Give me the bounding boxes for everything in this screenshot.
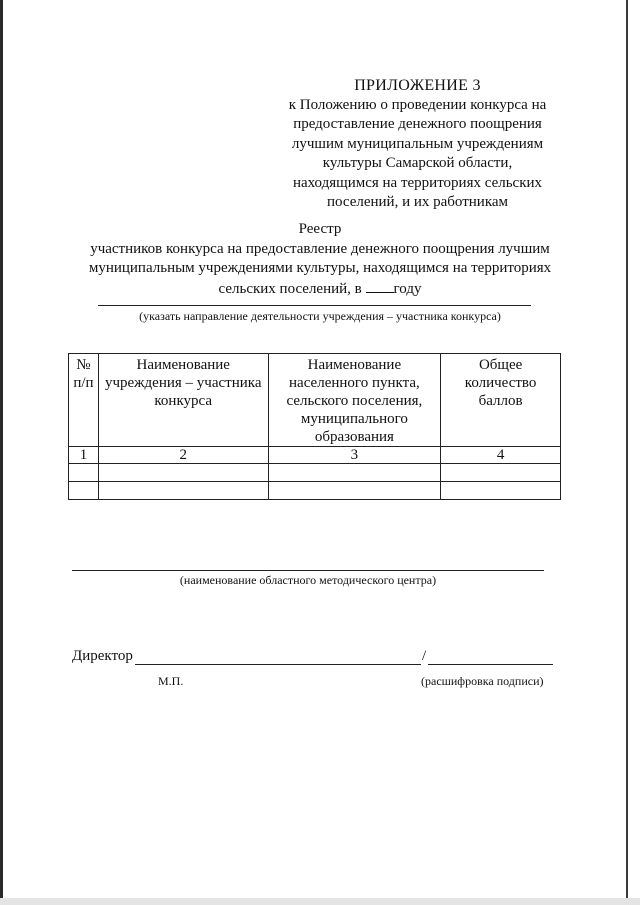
signature-line <box>135 664 421 665</box>
director-label: Директор <box>72 648 133 664</box>
table-header-row <box>69 354 561 447</box>
column-number-cell: 1 <box>69 447 99 464</box>
header-text: сельского поселения, <box>286 393 423 409</box>
direction-hint: (указать направление деятельности учреждения – участника конкурса) <box>139 309 501 323</box>
decoding-line <box>428 664 553 665</box>
decoding-hint: (расшифровка подписи) <box>421 674 544 688</box>
header-text: Наименование <box>136 357 230 373</box>
appendix-line: находящимся на территориях сельских <box>292 174 543 191</box>
column-number-cell: 4 <box>441 447 561 464</box>
register-line-3-start: сельских поселений, в <box>218 280 366 297</box>
header-text: муниципального <box>300 411 408 427</box>
register-heading <box>60 220 580 299</box>
register-line-3 <box>60 279 580 300</box>
appendix-line: лучшим муниципальным учреждениям <box>291 135 544 152</box>
header-text: количество <box>464 375 537 391</box>
table-cell <box>69 464 99 482</box>
header-text: населенного пункта, <box>289 375 420 391</box>
table-row <box>69 482 561 500</box>
page-edge-right <box>626 0 628 905</box>
stamp-label: М.П. <box>158 674 184 688</box>
register-line-3-end: году <box>393 280 422 297</box>
appendix-line: к Положению о проведении конкурса на <box>288 96 547 113</box>
column-number-row <box>69 447 561 464</box>
appendix-block <box>285 76 550 213</box>
register-title: Реестр <box>298 221 342 237</box>
header-cell-score <box>441 354 561 447</box>
page-edge-left <box>0 0 3 905</box>
header-text: баллов <box>478 393 523 409</box>
column-number-cell: 3 <box>268 447 441 464</box>
center-hint: (наименование областного методического центра) <box>179 573 437 587</box>
table-cell <box>268 464 441 482</box>
header-text: образования <box>314 429 394 445</box>
header-text: конкурса <box>154 393 213 409</box>
header-text: учреждения – участника <box>104 375 262 391</box>
appendix-line: предоставление денежного поощрения <box>293 116 542 132</box>
appendix-title: ПРИЛОЖЕНИЕ 3 <box>354 77 481 94</box>
direction-line <box>98 305 531 306</box>
header-text: п/п <box>73 375 94 391</box>
table-cell <box>98 482 268 500</box>
header-text: № <box>76 357 91 373</box>
column-number-cell: 2 <box>98 447 268 464</box>
register-line-1: участников конкурса на предоставление денежного поощрения лучшим <box>90 240 550 257</box>
table-cell <box>441 482 561 500</box>
signature-slash: / <box>422 648 427 664</box>
page-edge-bottom <box>0 898 640 905</box>
header-cell-institution <box>98 354 268 447</box>
center-name-line <box>72 570 544 571</box>
year-blank <box>366 279 394 293</box>
register-line-2: муниципальным учреждениями культуры, находящимся на территориях <box>88 260 552 276</box>
table-cell <box>268 482 441 500</box>
header-text: Наименование <box>307 357 402 373</box>
header-text: Общее <box>478 357 523 373</box>
table-row <box>69 464 561 482</box>
table-cell <box>98 464 268 482</box>
header-cell-locality <box>268 354 441 447</box>
table-cell <box>69 482 99 500</box>
header-cell-number <box>69 354 99 447</box>
appendix-line: культуры Самарской области, <box>322 155 513 171</box>
register-table <box>68 353 561 500</box>
appendix-line: поселений, и их работникам <box>326 194 509 210</box>
table-cell <box>441 464 561 482</box>
